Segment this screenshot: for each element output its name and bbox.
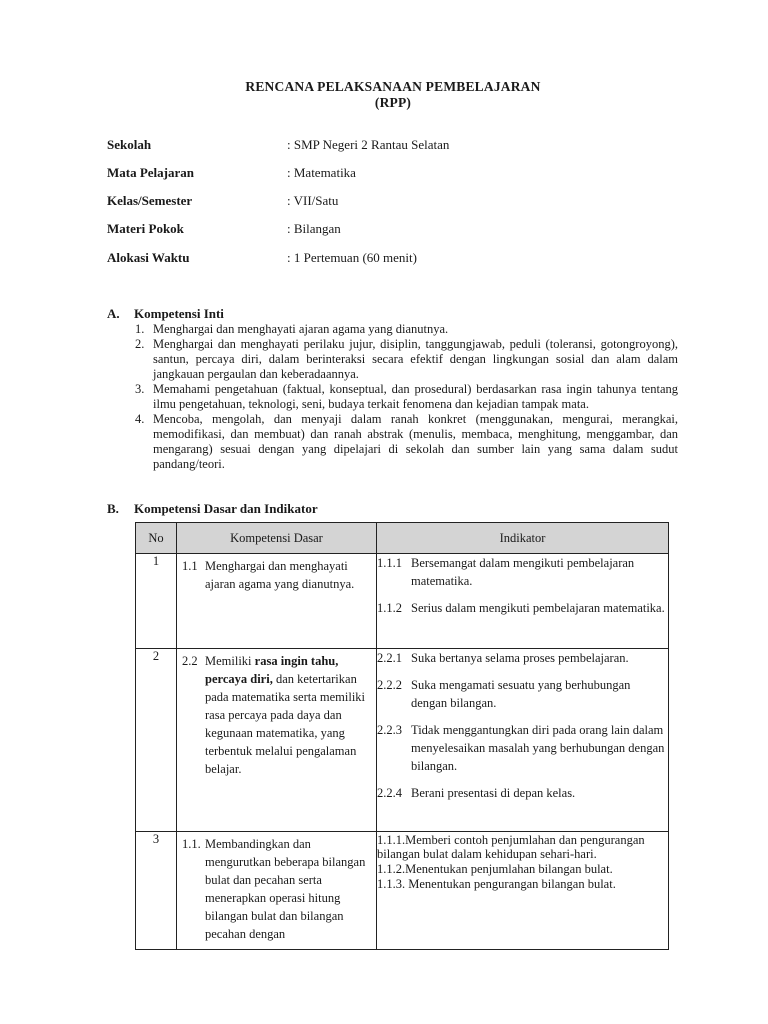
document-title: RENCANA PELAKSANAAN PEMBELAJARAN [245,79,541,94]
kompetensi-inti-list [135,322,678,472]
list-item: 3. Memahami pengetahuan (faktual, konseptual, dan prosedural) berdasarkan rasa ingin tahunya tentang ilmu pengetahuan, teknologi, seni, budaya terkait fenomena dan kejadian tampak mata. [135,382,678,411]
identity-value: : 1 Pertemuan (60 menit) [287,250,417,265]
section-title: Kompetensi Dasar dan Indikator [134,501,318,516]
identity-label: Sekolah [107,137,152,152]
list-item: 4. Mencoba, mengolah, dan menyaji dalam ranah konkret (menggunakan, mengurai, merangkai, memodifikasi, dan membuat) dan ranah abstrak (menulis, membaca, menghitung, menggambar, dan mengarang) sesuai dengan yang dipelajari di sekolah dan sumber lain yang sama dalam sudut pandang/teori. [135,412,678,471]
kompetensi-table [135,522,669,950]
section-heading-kompetensi-dasar [107,501,318,517]
identity-value: : VII/Satu [287,193,339,208]
identity-label: Alokasi Waktu [107,250,190,265]
document-subtitle: (RPP) [374,95,412,110]
identity-value: : Bilangan [287,221,341,236]
section-letter: A. [107,306,120,321]
indikator-cell [377,649,669,832]
indikator-cell [377,832,669,950]
indicator-item: 2.2.4 Berani presentasi di depan kelas. [377,786,576,800]
identity-label: Kelas/Semester [107,193,193,208]
row-number: 3 [136,832,177,950]
identity-value: : SMP Negeri 2 Rantau Selatan [287,137,450,152]
indicator-item: 2.2.2 Suka mengamati sesuatu yang berhubungan dengan bilangan. [377,678,631,710]
indicator-item: 1.1.1.Memberi contoh penjumlahan dan pengurangan bilangan bulat dalam kehidupan sehari-hari. [377,833,645,861]
identity-label: Mata Pelajaran [107,165,195,180]
row-number: 1 [136,554,177,649]
indicator-item: 1.1.1 Bersemangat dalam mengikuti pembelajaran matematika. [377,556,635,588]
section-heading-kompetensi-inti [107,306,224,322]
kompetensi-dasar-cell: 1.1. Membandingkan dan mengurutkan beberapa bilangan bulat dan pecahan serta menerapkan operasi hitung bilangan bulat dan bilangan pecahan dengan [177,832,377,950]
identity-label: Materi Pokok [107,221,184,236]
header-no: No [136,523,177,554]
header-kompetensi-dasar: Kompetensi Dasar [177,523,377,554]
table-header-row [136,523,669,554]
section-title: Kompetensi Inti [134,306,224,321]
table-row [136,554,669,649]
kompetensi-dasar-cell: 1.1 Menghargai dan menghayati ajaran agama yang dianutnya. [177,554,377,649]
indicator-item: 1.1.2.Menentukan penjumlahan bilangan bulat. [377,862,613,876]
identity-value: : Matematika [287,165,356,180]
indicator-item: 1.1.3. Menentukan pengurangan bilangan bulat. [377,877,616,891]
indicator-item: 2.2.1 Suka bertanya selama proses pembelajaran. [377,651,629,665]
header-indikator: Indikator [377,523,669,554]
table-row [136,832,669,950]
indikator-cell [377,554,669,649]
indicator-item: 2.2.3 Tidak menggantungkan diri pada orang lain dalam menyelesaikan masalah yang berhubungan dengan bilangan. [377,723,665,773]
kompetensi-dasar-cell: 2.2 Memiliki rasa ingin tahu, percaya diri, dan ketertarikan pada matematika serta memiliki rasa percaya pada daya dan kegunaan matematika, yang terbentuk melalui pengalaman belajar. [177,649,377,832]
list-item: 1. Menghargai dan menghayati ajaran agama yang dianutnya. [135,322,449,336]
section-letter: B. [107,501,119,516]
table-row [136,649,669,832]
indicator-item: 1.1.2 Serius dalam mengikuti pembelajaran matematika. [377,601,665,615]
list-item: 2. Menghargai dan menghayati perilaku jujur, disiplin, tanggungjawab, peduli (toleransi, gotongroyong), santun, percaya diri, dalam berinteraksi secara efektif dengan lingkungan sosial dan alam dalam jangkauan pergaulan dan keberadaannya. [135,337,678,381]
row-number: 2 [136,649,177,832]
